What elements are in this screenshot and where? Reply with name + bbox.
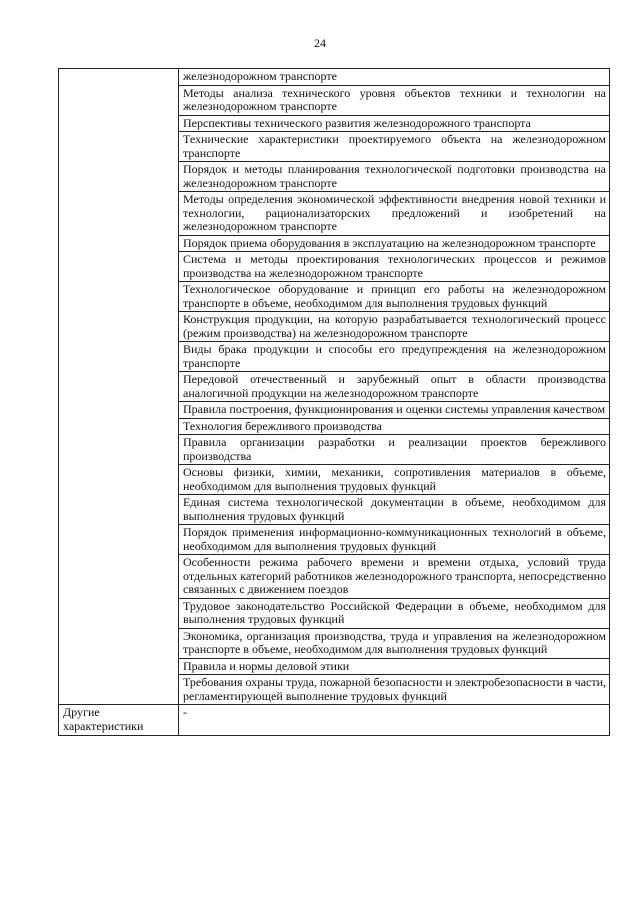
knowledge-item: Трудовое законодательство Российской Федерации в объеме, необходимом для выполнения трудовых функций [179,598,610,628]
knowledge-item: Особенности режима рабочего времени и времени отдыха, условий труда отдельных категорий работников железнодорожного транспорта, непосредственно связанных с движением поездов [179,555,610,599]
knowledge-table [58,68,610,736]
knowledge-item: Передовой отечественный и зарубежный опыт в области производства аналогичной продукции на железнодорожном транспорте [179,372,610,402]
knowledge-item: Порядок применения информационно-коммуникационных технологий в объеме, необходимом для выполнения трудовых функций [179,525,610,555]
knowledge-label-cell [59,69,179,705]
knowledge-item: Правила и нормы деловой этики [179,658,610,675]
knowledge-item: Основы физики, химии, механики, сопротивления материалов в объеме, необходимом для выполнения трудовых функций [179,465,610,495]
knowledge-item: Порядок приема оборудования в эксплуатацию на железнодорожном транспорте [179,235,610,252]
knowledge-item: Система и методы проектирования технологических процессов и режимов производства на железнодорожном транспорте [179,252,610,282]
knowledge-item: Правила построения, функционирования и оценки системы управления качеством [179,402,610,419]
knowledge-item: Конструкция продукции, на которую разрабатывается технологический процесс (режим производства) на железнодорожном транспорте [179,312,610,342]
page-number: 24 [314,36,326,50]
knowledge-item: железнодорожном транспорте [179,69,610,86]
knowledge-item: Технологическое оборудование и принцип его работы на железнодорожном транспорте в объеме, необходимом для выполнения трудовых функций [179,282,610,312]
knowledge-item: Экономика, организация производства, труда и управления на железнодорожном транспорте в объеме, необходимом для выполнения трудовых функций [179,628,610,658]
knowledge-table-body [59,69,610,736]
knowledge-item: Методы анализа технического уровня объектов техники и технологии на железнодорожном транспорте [179,85,610,115]
knowledge-item: Правила организации разработки и реализации проектов бережливого производства [179,435,610,465]
knowledge-row [59,69,610,86]
knowledge-item: Перспективы технического развития железнодорожного транспорта [179,115,610,132]
other-characteristics-label: Другие характеристики [59,705,179,736]
knowledge-item: Требования охраны труда, пожарной безопасности и электробезопасности в части, регламентирующей выполнение трудовых функций [179,675,610,705]
other-characteristics-row [59,705,610,736]
knowledge-item: Виды брака продукции и способы его предупреждения на железнодорожном транспорте [179,342,610,372]
knowledge-item: Технология бережливого производства [179,418,610,435]
other-characteristics-value: - [179,705,610,736]
knowledge-item: Технические характеристики проектируемого объекта на железнодорожном транспорте [179,132,610,162]
knowledge-item: Методы определения экономической эффективности внедрения новой техники и технологии, рационализаторских предложений и изобретений на железнодорожном транспорте [179,192,610,236]
knowledge-item: Порядок и методы планирования технологической подготовки производства на железнодорожном транспорте [179,162,610,192]
knowledge-item: Единая система технологической документации в объеме, необходимом для выполнения трудовых функций [179,495,610,525]
